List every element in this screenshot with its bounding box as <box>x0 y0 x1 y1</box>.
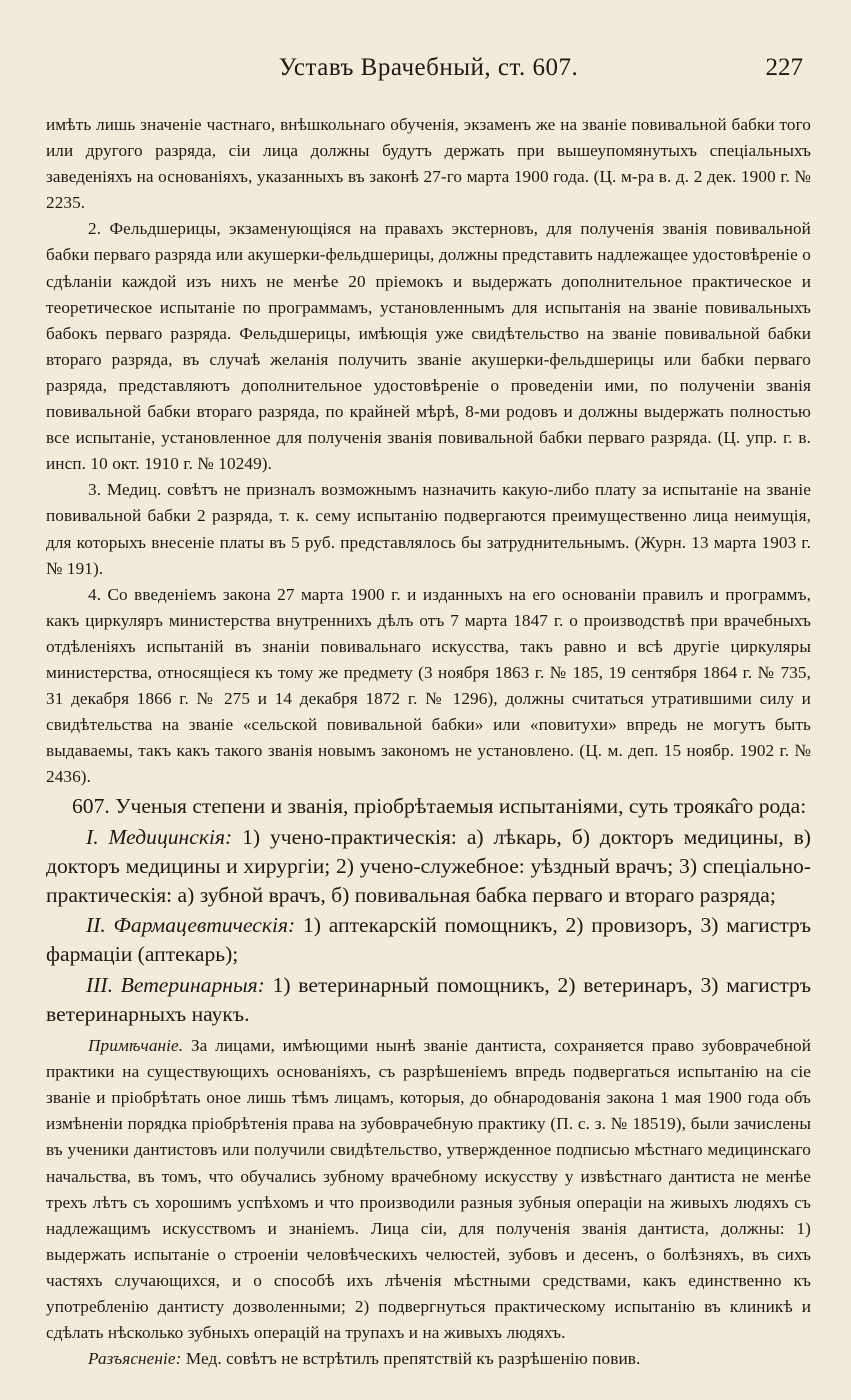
section-medical-label: I. Медицинскія: <box>86 824 233 849</box>
note-label: Примѣчаніе. <box>88 1036 184 1056</box>
section-pharmaceutical-label: II. Фармацевтическія: <box>86 913 296 938</box>
paragraph-2: 2. Фельдшерицы, экзаменующіяся на правахъ экстерновъ, для полученія званія повивальной бабки перваго разряда или акушерки-фельдшерицы, должны представить надлежащее удостовѣреніе о сдѣланіи каждой изъ нихъ не менѣе 20 пріемокъ и выдержать дополнительное практическое и теоретическое испытаніе по программамъ, установленнымъ для испытанія на званіе повивальныхъ бабокъ перваго разряда. Фельдшерицы, имѣющія уже свидѣтельство на званіе повивальной бабки втораго разряда, въ случаѣ желанія получить званіе акушерки-фельдшерицы или бабки перваго разряда, представляютъ дополнительное удостовѣреніе о проведеніи ими, по полученіи званія повивальной бабки втораго разряда, по крайней мѣрѣ, 8-ми родовъ и должны выдержать полностью все испытаніе, установленное для полученія званія повивальной бабки перваго разряда. (Ц. упр. г. в. инсп. 10 окт. 1910 г. № 10249). <box>46 219 811 474</box>
section-medical <box>46 823 811 911</box>
section-veterinary-label: III. Ветеринарныя: <box>86 972 265 997</box>
note-text: За лицами, имѣющими нынѣ званіе дантиста, сохраняется право зубоврачебной практики на существующихъ основаніяхъ, съ разрѣшеніемъ впредь подвергаться испытанію на сіе званіе и пріобрѣтать оное лишь тѣмъ лицамъ, которыя, до обнародованія закона 1 мая 1900 года объ измѣненіи порядка пріобрѣтенія права на зубоврачебную практику (П. с. з. № 18519), были зачислены въ ученики дантистовъ или получили свидѣтельство, утвержденное подписью мѣстнаго медицинскаго начальства, въ томъ, что обучались зубному врачебному искусству у извѣстнаго дантиста не менѣе трехъ лѣтъ съ хорошимъ успѣхомъ и что производили разныя зубныя операціи на живыхъ людяхъ съ надлежащимъ искусствомъ и знаніемъ. Лица сіи, для полученія званія дантиста, должны: 1) выдержать испытаніе о строеніи человѣческихъ челюстей, зубовъ и десенъ, о болѣзняхъ, въ сихъ частяхъ случающихся, и о способѣ ихъ лѣченія мѣстными средствами, какъ единственно къ употребленію дантисту дозволенными; 2) подвергнуться практическому испытанію въ клиникѣ и сдѣлать нѣсколько зубныхъ операцій на трупахъ и на живыхъ людяхъ. <box>46 1036 811 1343</box>
paragraph-3: 3. Медиц. совѣтъ не призналъ возможнымъ назначить какую-либо плату за испытаніе на званіе повивальной бабки 2 разряда, т. к. сему испытанію подвергаются преимущественно лица неимущія, для которыхъ внесеніе платы въ 5 руб. представлялось бы затруднительнымъ. (Журн. 13 марта 1903 г. № 191). <box>46 480 811 578</box>
explanation-paragraph <box>46 1346 811 1372</box>
running-title: Уставъ Врачебный, ст. 607. <box>278 54 579 81</box>
section-pharmaceutical <box>46 911 811 969</box>
running-header <box>46 50 811 94</box>
section-medical-text: 1) учено-практическія: а) лѣкарь, б) докторъ медицины, в) докторъ медицины и хирургіи; 2) учено-служебное: уѣздный врачъ; 3) спеціально-практическія: а) зубной врачъ, б) повивальная бабка перваго и втораго разряда; <box>46 824 811 908</box>
article-607: 607. Ученыя степени и званія, пріобрѣтаемыя испытаніями, суть трояка̂го рода: <box>72 794 807 819</box>
explanation-text: Мед. совѣтъ не встрѣтилъ препятствій къ разрѣшенію повив. <box>185 1349 641 1369</box>
paragraph-continued: имѣть лишь значеніе частнаго, внѣшкольнаго обученія, экзаменъ же на званіе повивальной бабки того или другого разряда, сіи лица должны будутъ держать при вышеупомянутыхъ спеціальныхъ заведеніяхъ на основаніяхъ, указанныхъ въ законѣ 27-го марта 1900 года. (Ц. м-ра в. д. 2 дек. 1900 г. № 2235. <box>46 115 811 213</box>
paragraph-4: 4. Со введеніемъ закона 27 марта 1900 г. и изданныхъ на его основаніи правилъ и программъ, какъ циркуляръ министерства внутреннихъ дѣлъ отъ 7 марта 1847 г. о производствѣ при врачебныхъ отдѣленіяхъ испытаній въ знаніи повивальнаго искусства, такъ равно и всѣ другіе циркуляры министерства, относящіеся къ тому же предмету (3 ноября 1863 г. № 185, 19 сентября 1864 г. № 735, 31 декабря 1866 г. № 275 и 14 декабря 1872 г. № 1296), должны считаться утратившими силу и свидѣтельства на званіе «сельской повивальной бабки» или «повитухи» впредь не могутъ быть выдаваемы, такъ какъ такого званія новымъ закономъ не установлено. (Ц. м. деп. 15 ноябр. 1902 г. № 2436). <box>46 584 811 787</box>
document-page <box>0 50 851 1400</box>
explanation-label: Разъясненіе: <box>88 1349 182 1369</box>
page-number: 227 <box>765 54 803 81</box>
note-paragraph <box>46 1033 811 1346</box>
section-pharmaceutical-text: 1) аптекарскій помощникъ, 2) провизоръ, 3) магистръ фармаціи (аптекарь); <box>46 913 811 967</box>
section-veterinary-text: 1) ветеринарный помощникъ, 2) ветеринаръ, 3) магистръ ветеринарныхъ наукъ. <box>46 972 811 1026</box>
section-veterinary <box>46 971 811 1029</box>
